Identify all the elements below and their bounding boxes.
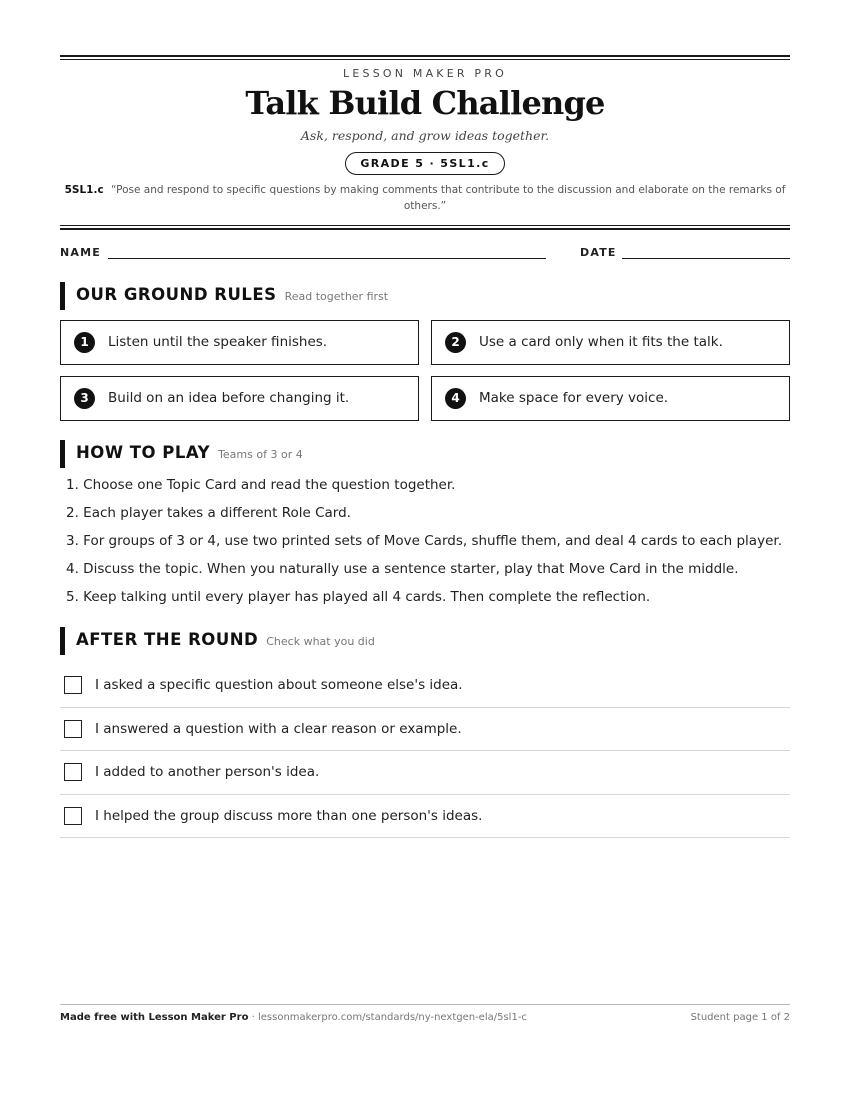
after-round-header [60,627,790,655]
rule-text: Listen until the speaker finishes. [108,334,328,350]
brand-name: LESSON MAKER PRO [343,67,507,80]
section-bar [60,282,65,310]
header-rule-thin [60,225,790,226]
ground-rules-title: OUR GROUND RULES [76,285,277,304]
header-rule-thick [60,228,790,230]
date-field[interactable] [622,258,790,259]
footer-made-with: Made free with Lesson Maker Pro [60,1012,249,1023]
ground-rule-card-2 [431,320,790,365]
footer-url[interactable]: lessonmakerpro.com/standards/ny-nextgen-ela/5sl1-c [258,1012,527,1023]
checkbox[interactable] [64,720,82,738]
how-to-play-subheading: Teams of 3 or 4 [218,448,303,461]
standard-text: “Pose and respond to specific questions by making comments that contribute to the discussion and elaborate on the remarks of others.” [111,184,786,212]
ground-rule-card-1 [60,320,419,365]
how-to-play-title: HOW TO PLAY [76,443,211,462]
section-bar [60,627,65,655]
footer-rule [60,1004,790,1005]
reflection-checklist [60,664,790,838]
rule-number-badge: 3 [74,388,95,409]
how-to-play-header [60,440,790,468]
grade-badge: GRADE 5 · 5SL1.c [345,152,504,175]
footer-page-info: Student page 1 of 2 [690,1012,790,1023]
name-field[interactable] [108,258,546,259]
rule-text: Make space for every voice. [479,390,669,406]
ground-rules-subheading: Read together first [284,290,389,303]
worksheet-subtitle: Ask, respond, and grow ideas together. [300,128,550,143]
how-to-play-heading [76,443,303,462]
checkbox[interactable] [64,807,82,825]
step-item: 1. Choose one Topic Card and read the question together. [66,477,456,493]
checklist-item [60,751,790,795]
footer-separator: · [251,1012,255,1023]
step-item: 2. Each player takes a different Role Card. [66,505,351,521]
standard-statement [60,182,790,214]
checklist-text: I helped the group discuss more than one person's ideas. [95,807,483,824]
after-round-heading [76,630,375,649]
ground-rules-heading [76,285,388,304]
after-round-title: AFTER THE ROUND [76,630,259,649]
checkbox[interactable] [64,763,82,781]
rule-number-badge: 1 [74,332,95,353]
checklist-item [60,708,790,752]
ground-rule-card-3 [60,376,419,421]
checklist-text: I added to another person's idea. [95,764,320,780]
worksheet-page [60,0,790,1100]
worksheet-title: Talk Build Challenge [245,84,605,122]
after-round-subheading: Check what you did [266,635,375,648]
top-rule-thick [60,55,790,57]
checkbox[interactable] [64,676,82,694]
checklist-item [60,795,790,839]
ground-rule-card-4 [431,376,790,421]
checklist-text: I answered a question with a clear reason or example. [95,720,462,737]
rule-number-badge: 4 [445,388,466,409]
top-rule-thin [60,59,790,60]
step-item: 5. Keep talking until every player has played all 4 cards. Then complete the reflection. [66,589,651,605]
name-date-row [60,246,790,262]
rule-text: Use a card only when it fits the talk. [479,334,723,350]
step-item: 4. Discuss the topic. When you naturally use a sentence starter, play that Move Card in the middle. [66,561,739,577]
checklist-item [60,664,790,708]
footer [60,1012,790,1026]
ground-rules-header [60,282,790,310]
section-bar [60,440,65,468]
date-label: DATE [580,246,617,259]
grade-badge-wrap [60,152,790,175]
step-item: 3. For groups of 3 or 4, use two printed sets of Move Cards, shuffle them, and deal 4 cards to each player. [66,533,782,549]
rule-number-badge: 2 [445,332,466,353]
checklist-text: I asked a specific question about someone else's idea. [95,677,463,693]
rule-text: Build on an idea before changing it. [108,390,350,406]
how-to-play-steps [66,476,790,616]
name-label: NAME [60,246,101,259]
standard-code: 5SL1.c [64,184,104,196]
